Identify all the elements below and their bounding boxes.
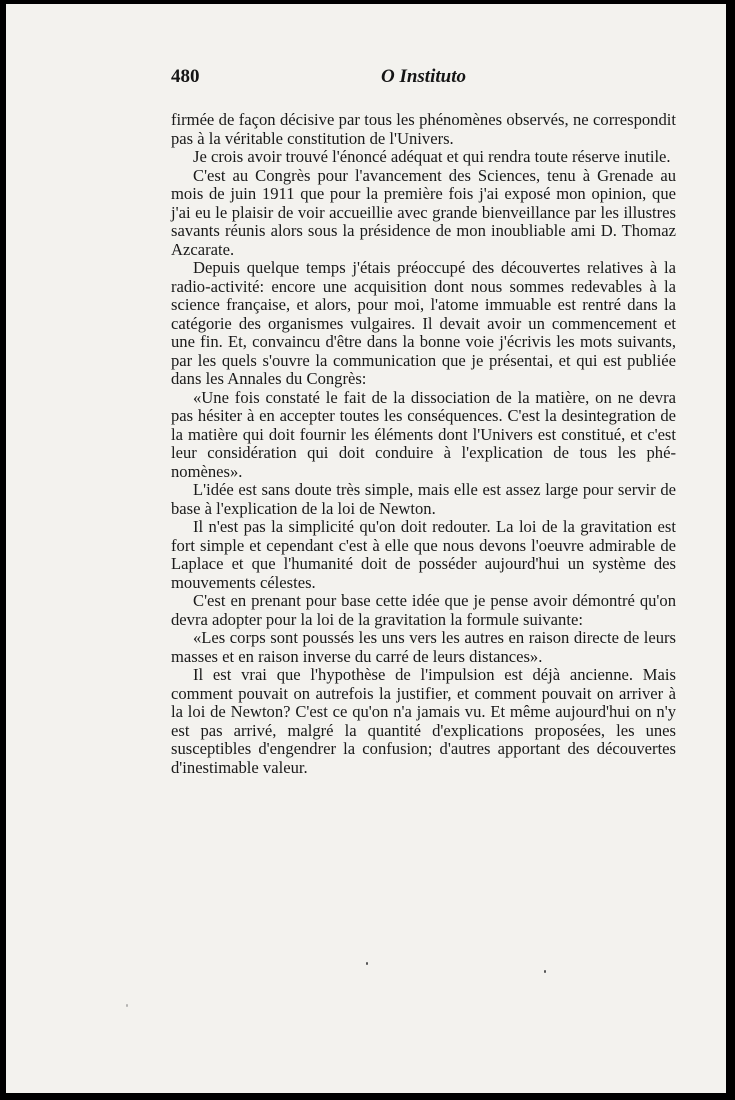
print-speck [544, 970, 546, 973]
paragraph: Je crois avoir trouvé l'énoncé adéquat et qui rendra toute réserve inutile. [193, 147, 671, 166]
paragraph: L'idée est sans doute très simple, mais elle est assez large pour servir de base à l'explication de la loi de Newton. [171, 480, 676, 518]
paragraph: C'est en prenant pour base cette idée que je pense avoir démontré qu'on devra adopter pour la loi de la gravitation la formule suivante: [171, 591, 676, 629]
body-text [171, 111, 676, 777]
paragraph: Il est vrai que l'hypothèse de l'impulsion est déjà ancienne. Mais comment pouvait on autrefois la justifier, et comment pouvait on arriver à la loi de Newton? C'est ce qu'on n'a jamais vu. Et même aujourd'hui on n'y est pas arrivé, malgré la quantité d'explications proposées, les unes susceptibles d'engendrer la confusion; d'autres apportant des découvertes d'inestimable valeur. [171, 665, 676, 777]
page-number: 480 [171, 66, 200, 87]
paragraph: Depuis quelque temps j'étais préoccupé des découvertes relatives à la radio-activité: encore une acquisition dont nous sommes redevables à la science française, et alors, pour moi, l'atome immuable est rentré dans la catégorie des organismes vulgaires. Il devait avoir un commencement et une fin. Et, convaincu d'être dans la bonne voie j'écrivis les mots suivants, par les quels s'ouvre la communication que je présentai, et qui est publiée dans les Annales du Congrès: [171, 258, 676, 388]
print-speck [366, 962, 368, 965]
journal-title: O Instituto [380, 66, 466, 87]
book-page [6, 4, 726, 1093]
quotation-paragraph: «Une fois constaté le fait de la dissociation de la matière, on ne devra pas hésiter à en accepter toutes les conséquences. C'est la desintegration de la matière qui doit fournir les éléments dont l'Univers est constitué, et c'est leur considération qui doit conduire à l'explication de tous les phénomènes». [171, 387, 676, 481]
paragraph: C'est au Congrès pour l'avancement des Sciences, tenu à Grenade au mois de juin 1911 que pour la première fois j'ai exposé mon opinion, que j'ai eu le plaisir de voir accueillie avec grande bienveillance par les illustres savants réunis alors sous la présidence de mon inoubliable ami D. Thomaz Azcarate. [171, 165, 676, 259]
print-speck [126, 1004, 128, 1007]
quotation-paragraph: «Les corps sont poussés les uns vers les autres en raison directe de leurs masses et en raison inverse du carré de leurs distances». [171, 628, 676, 666]
running-head [171, 66, 676, 96]
paragraph: Il n'est pas la simplicité qu'on doit redouter. La loi de la gravitation est fort simple et cependant c'est à elle que nous devons l'oeuvre admirable de Laplace et que l'humanité doit de posséder aujourd'hui un système des mouvements célestes. [171, 517, 676, 592]
paragraph: firmée de façon décisive par tous les phénomènes observés, ne correspondit pas à la véritable constitution de l'Univers. [171, 110, 676, 148]
